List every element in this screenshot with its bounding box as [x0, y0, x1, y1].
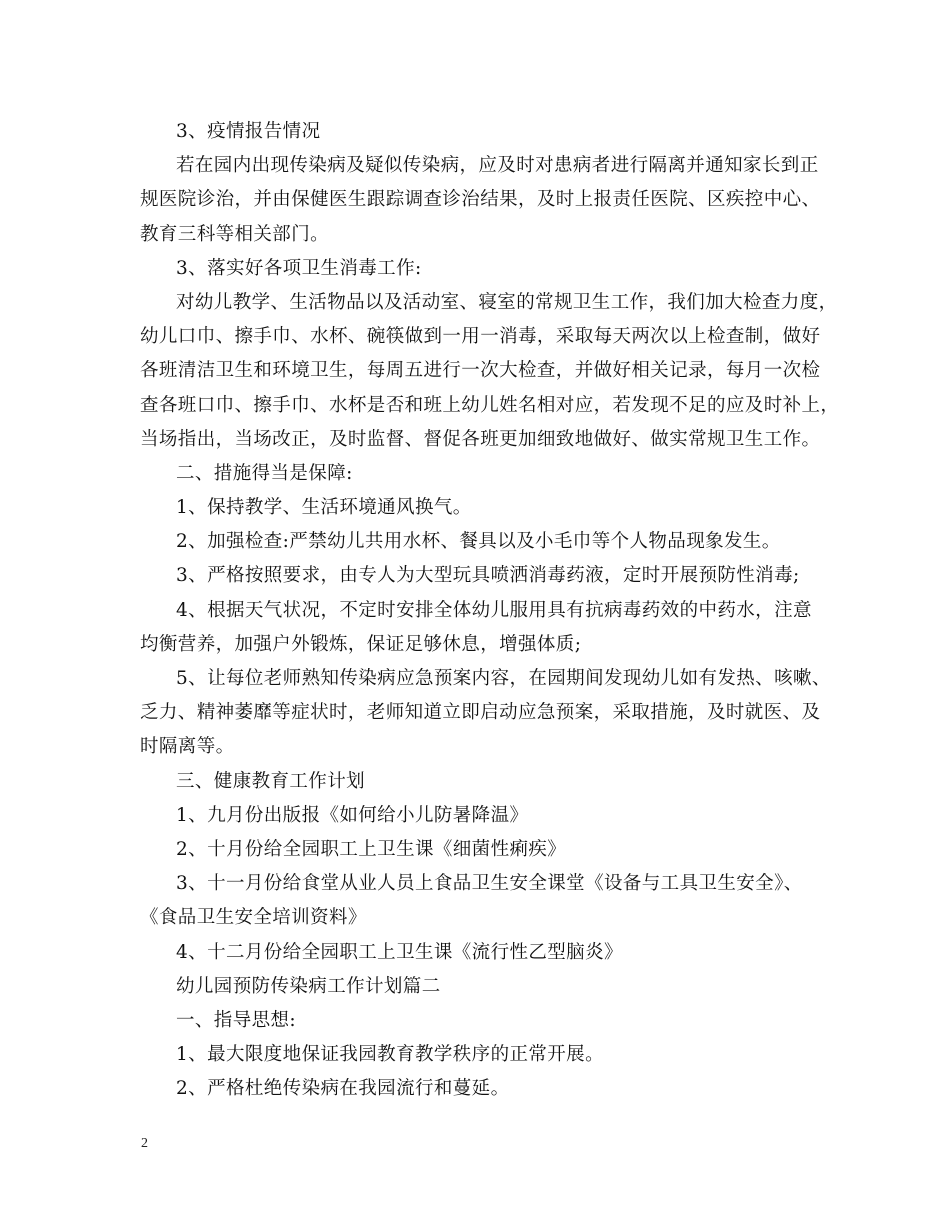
text-line: 规医院诊治，并由保健医生跟踪调查诊治结果，及时上报责任医院、区疾控中心、	[140, 189, 821, 211]
text-line: 均衡营养，加强户外锻炼，保证足够休息，增强体质;	[140, 633, 582, 655]
text-line: 1、九月份出版报《如何给小儿防暑降温》	[176, 804, 529, 826]
text-line: 乏力、精神萎靡等症状时，老师知道立即启动应急预案，采取措施，及时就医、及	[140, 702, 821, 724]
text-line: 2、十月份给全园职工上卫生课《细菌性痢疾》	[176, 838, 567, 860]
text-line: 4、根据天气状况，不定时安排全体幼儿服用具有抗病毒药效的中药水，注意	[176, 599, 812, 621]
text-line: 幼儿口巾、擦手巾、水杯、碗筷做到一用一消毒，采取每天两次以上检查制，做好	[140, 326, 821, 348]
text-line: 1、最大限度地保证我园教育教学秩序的正常开展。	[176, 1044, 604, 1066]
text-line: 若在园内出现传染病及疑似传染病，应及时对患病者进行隔离并通知家长到正	[176, 155, 819, 177]
text-line: 《食品卫生安全培训资料》	[140, 907, 367, 929]
text-line: 4、十二月份给全园职工上卫生课《流行性乙型脑炎》	[176, 941, 623, 963]
text-line: 查各班口巾、擦手巾、水杯是否和班上幼儿姓名相对应，若发现不足的应及时补上，	[140, 394, 840, 416]
text-line: 1、保持教学、生活环境通风换气。	[176, 497, 472, 519]
text-line: 一、指导思想:	[176, 1009, 297, 1031]
text-line: 3、严格按照要求，由专人为大型玩具喷洒消毒药液，定时开展预防性消毒;	[176, 565, 800, 587]
document-body	[140, 115, 840, 1106]
text-line: 时隔离等。	[140, 736, 235, 758]
text-line: 对幼儿教学、生活物品以及活动室、寝室的常规卫生工作，我们加大检查力度，	[176, 291, 838, 313]
text-line: 2、严格杜绝传染病在我园流行和蔓延。	[176, 1078, 510, 1100]
text-line: 3、十一月份给食堂从业人员上食品卫生安全课堂《设备与工具卫生安全》、	[176, 873, 803, 895]
text-line: 5、让每位老师熟知传染病应急预案内容，在园期间发现幼儿如有发热、咳嗽、	[176, 668, 831, 689]
text-line: 各班清洁卫生和环境卫生，每周五进行一次大检查，并做好相关记录，每月一次检	[140, 360, 821, 382]
page-number: 2	[141, 1136, 148, 1151]
text-line: 二、措施得当是保障:	[176, 462, 353, 484]
text-line: 3、落实好各项卫生消毒工作:	[176, 257, 422, 279]
text-line: 三、健康教育工作计划	[176, 770, 366, 792]
text-line: 当场指出，当场改正，及时监督、督促各班更加细致地做好、做实常规卫生工作。	[140, 428, 821, 450]
text-line: 3、疫情报告情况	[176, 121, 321, 142]
text-line: 教育三科等相关部门。	[140, 223, 330, 245]
text-line: 2、加强检查:严禁幼儿共用水杯、餐具以及小毛巾等个人物品现象发生。	[176, 531, 781, 553]
text-line: 幼儿园预防传染病工作计划篇二	[176, 975, 441, 997]
